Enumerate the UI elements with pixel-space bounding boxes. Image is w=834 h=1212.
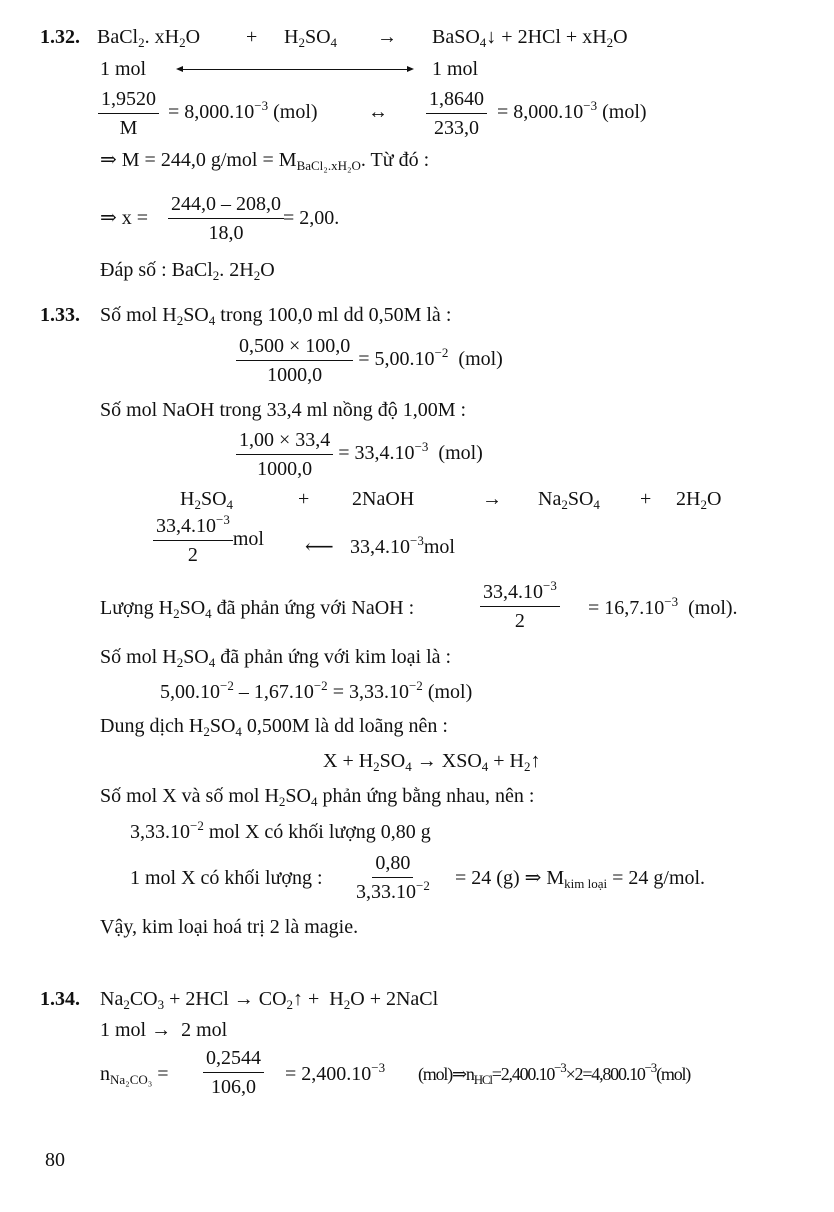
eq-h2so4 [180, 487, 233, 511]
text-run: (mol) [448, 348, 503, 371]
text-run: = 3,33.10 [327, 681, 409, 703]
superscript: −3 [216, 512, 230, 527]
subscript: 2 [524, 759, 531, 774]
problem-number-1-32: 1.32. [40, 26, 80, 48]
text-run: . xH [144, 26, 180, 48]
text-run: mol [423, 536, 455, 558]
text-run: phản ứng bằng nhau, nên : [317, 785, 535, 807]
subscript: 2 [123, 997, 130, 1012]
denominator [208, 1073, 259, 1099]
fraction-na2co3 [203, 1046, 264, 1099]
superscript: −2 [434, 345, 449, 361]
denominator [117, 114, 141, 140]
text-run: H [180, 488, 195, 510]
denominator [431, 114, 482, 140]
text-run: 18,0 [208, 222, 244, 244]
text-run: = 16,7.10 [588, 597, 665, 619]
fraction [426, 87, 487, 140]
text-run: Số mol X và số mol H [100, 785, 279, 807]
problem-number-1-33: 1.33. [40, 304, 80, 326]
text-run: 2 [187, 544, 198, 566]
text-run: + [640, 488, 652, 510]
numerator [426, 87, 487, 114]
text-run: = 8,000.10 [168, 101, 255, 123]
text-run: (mol) [428, 442, 483, 465]
text-run: + 2HCl → CO [164, 988, 287, 1010]
calc-moles-h2so4 [236, 334, 503, 387]
text-run: = 24 g/mol. [607, 867, 706, 889]
text-run: 244,0 – 208,0 [171, 193, 281, 215]
text-run: O [185, 26, 201, 48]
n-hcl-result [418, 1062, 690, 1086]
eq-plus-1 [298, 487, 309, 511]
text-run: 0,500 × 100,0 [239, 335, 351, 357]
text-run: O [260, 259, 275, 281]
eq-plus-2 [640, 487, 651, 511]
numerator [168, 192, 284, 219]
fraction-molar-mass [353, 851, 433, 904]
subscript: 2 [203, 724, 210, 739]
subscript: 4 [481, 759, 489, 774]
text-run: (mol) [597, 101, 647, 123]
text-run: Na [100, 988, 124, 1010]
reactant-h2so4 [284, 25, 337, 49]
fraction [168, 192, 284, 245]
text-run: X + H [323, 750, 374, 772]
eq-na2so4 [538, 487, 600, 511]
subscript: 2 [176, 655, 184, 670]
superscript: −3 [371, 1060, 386, 1075]
fraction [353, 851, 433, 904]
text-run: = 8,000.10 [497, 101, 584, 123]
text-run: ⇒ M = 244,0 g/mol = M [100, 149, 297, 171]
text-run: CO [129, 988, 158, 1010]
text-run: (mol) [656, 1064, 691, 1084]
text-run: SO [379, 750, 406, 772]
text-run: Dung dịch H [100, 715, 204, 737]
subscript: 2 [278, 794, 286, 809]
subscript: 2 [700, 497, 707, 512]
text-run: SO [183, 304, 209, 326]
line-equal-moles [100, 784, 534, 808]
n-na2co3-result [285, 1062, 395, 1086]
fraction [236, 428, 333, 481]
fraction [236, 334, 353, 387]
text-run: 1 mol → 2 mol [100, 1019, 228, 1041]
numerator [153, 514, 233, 541]
line-moles-h2so4 [100, 303, 451, 327]
text-run: . 2H [219, 259, 254, 281]
text-run: Lượng H [100, 597, 174, 619]
superscript: −3 [410, 533, 424, 548]
text-run: SO [285, 785, 311, 807]
text-run: Số mol H [100, 304, 177, 326]
text-run: SO [179, 597, 206, 619]
fraction [153, 514, 233, 567]
text-run: = [152, 1063, 169, 1085]
fraction-mass-over-m [98, 87, 159, 140]
calc-h2so4-metal [160, 680, 472, 704]
numerator [480, 580, 560, 607]
mol-right [432, 57, 478, 81]
text-run: 33,4.10 [350, 536, 410, 558]
moles-baso4 [497, 100, 647, 124]
page-number: 80 [45, 1149, 65, 1171]
text-run: = 5,00.10 [353, 348, 435, 371]
subscript: 4 [208, 655, 216, 670]
text-run: Vậy, kim loại hoá trị 2 là magie. [100, 916, 359, 938]
text-run [385, 1063, 395, 1085]
text-run: = 2,00. [283, 207, 340, 229]
text-run: 1000,0 [257, 458, 313, 480]
text-run: (mol) [422, 681, 473, 703]
text-run: O [706, 488, 722, 510]
problem-number-1-34: 1.34. [40, 988, 80, 1010]
denominator [185, 541, 201, 567]
subscript: 2 [253, 268, 261, 283]
text-run: Số mol NaOH trong 33,4 ml nồng độ 1,00M : [100, 399, 467, 421]
text-run: BaCl [97, 26, 139, 48]
text-run: ⇒ x = [100, 207, 149, 229]
text-run: đã phản ứng với kim loại là : [215, 646, 452, 668]
subscript: BaCl₂.xH₂O [296, 158, 361, 173]
text-run: – 1,67.10 [233, 681, 314, 703]
superscript: −3 [543, 578, 557, 593]
text-run: Na [538, 488, 562, 510]
n-na2co3-lhs [100, 1062, 169, 1086]
molar-mass-line [100, 148, 429, 172]
subscript: 2 [343, 997, 351, 1012]
superscript: −2 [313, 678, 328, 693]
subscript: Na₂CO₃ [110, 1072, 153, 1087]
text-run: = 24 (g) ⇒ M [455, 867, 565, 889]
numerator [203, 1046, 264, 1073]
line-one-mol-x [130, 866, 323, 890]
reaction-na2co3 [100, 987, 438, 1011]
text-run: 3,33.10 [130, 821, 190, 843]
text-run: → [482, 488, 502, 510]
text-run: O [613, 26, 628, 48]
fraction-baso4 [426, 87, 487, 140]
subscript: 2 [194, 497, 201, 512]
text-run: 5,00.10 [160, 681, 220, 703]
reactant-bacl2-hydrate [97, 25, 200, 49]
eq-h2o [676, 487, 721, 511]
text-run: Đáp số : BaCl [100, 259, 213, 281]
text-run: + [298, 488, 310, 510]
subscript: 2 [606, 35, 614, 50]
text-run: mol [232, 528, 264, 551]
moles-bacl2 [168, 100, 318, 124]
equivalence-arrow [368, 100, 388, 124]
text-run: n [100, 1063, 110, 1085]
denominator [264, 361, 325, 387]
text-run: . Từ đó : [360, 149, 430, 171]
subscript: 4 [479, 35, 487, 50]
text-run: 1 mol X có khối lượng : [130, 867, 323, 889]
subscript: 4 [593, 497, 600, 512]
denominator [353, 878, 433, 904]
subscript: 2 [212, 268, 220, 283]
text-run: 106,0 [211, 1076, 256, 1098]
subscript: 2 [561, 497, 568, 512]
superscript: −2 [220, 678, 234, 693]
answer-1-32 [100, 258, 275, 282]
subscript: 4 [208, 313, 216, 328]
text-run: ×2=4,800.10 [565, 1064, 645, 1084]
subscript: 4 [226, 497, 234, 512]
conclusion-1-33 [100, 915, 358, 939]
text-run: =2,400.10 [491, 1064, 555, 1084]
text-run: BaSO [432, 26, 480, 48]
text-run: = 33,4.10 [333, 442, 415, 465]
fraction [480, 580, 560, 633]
text-run: 1000,0 [267, 364, 323, 386]
double-arrow [182, 69, 408, 70]
text-run: (mol)⇒n [418, 1064, 474, 1084]
text-run: trong 100,0 ml dd 0,50M là : [215, 304, 452, 326]
text-run: 33,4.10 [483, 581, 543, 603]
subscript: 2 [373, 759, 380, 774]
calc-moles-naoh [236, 428, 483, 481]
text-run: (mol) [268, 101, 318, 123]
text-run: ↑ + H [293, 988, 344, 1010]
fraction-h2so4-naoh [480, 580, 560, 633]
x-result [283, 206, 339, 230]
line-moles-naoh [100, 398, 466, 422]
text-run: SO [304, 26, 331, 48]
subscript: 2 [298, 35, 305, 50]
text-run: 1,9520 [101, 88, 156, 110]
text-run: ⟵ [305, 536, 334, 558]
text-run: mol X có khối lượng 0,80 g [203, 821, 431, 843]
denominator [206, 219, 247, 245]
subscript: 2 [173, 606, 180, 621]
text-run: Số mol H [100, 646, 177, 668]
superscript: −3 [554, 1060, 566, 1075]
fraction [203, 1046, 264, 1099]
text-run: = 2,400.10 [285, 1063, 372, 1085]
x-lhs [100, 206, 148, 230]
ratio-left [153, 514, 264, 567]
superscript: −3 [583, 98, 598, 113]
text-run: H [284, 26, 299, 48]
subscript: 2 [286, 997, 294, 1012]
subscript: kim loại [564, 876, 608, 891]
subscript: 4 [205, 606, 212, 621]
superscript: −3 [254, 98, 269, 113]
reaction-arrow: → [377, 26, 397, 48]
text-run: 233,0 [434, 117, 479, 139]
subscript: 2 [179, 35, 186, 50]
subscript: 3 [157, 997, 165, 1012]
text-run: 33,4.10 [156, 515, 216, 537]
text-run: (mol). [678, 597, 738, 619]
superscript: −3 [644, 1060, 657, 1075]
text-run: 1,8640 [429, 88, 484, 110]
subscript: 2 [138, 35, 145, 50]
text-run: 1 mol [100, 58, 147, 80]
text-run: 0,80 [375, 852, 411, 874]
line-h2so4-reacted-metal [100, 645, 451, 669]
subscript: 2 [176, 313, 184, 328]
text-run: 3,33.10 [356, 881, 416, 903]
subscript: 4 [405, 759, 412, 774]
superscript: −3 [664, 594, 679, 609]
line-mass-x [130, 820, 431, 844]
denominator [254, 455, 315, 481]
text-run: 1 mol [432, 58, 479, 80]
subscript: 4 [330, 35, 338, 50]
line-dilute-solution [100, 714, 448, 738]
line-h2so4-reacted-naoh [100, 596, 414, 620]
numerator [98, 87, 159, 114]
numerator [236, 334, 353, 361]
text-run: 1,00 × 33,4 [239, 429, 331, 451]
text-run: SO [200, 488, 227, 510]
text-run: SO [209, 715, 236, 737]
text-run: ↑ [530, 750, 541, 772]
text-run: M [119, 117, 138, 139]
text-run: O + 2NaCl [350, 988, 439, 1010]
superscript: −2 [408, 678, 423, 693]
eq-naoh [352, 487, 414, 511]
subscript: HCl [473, 1072, 492, 1087]
subscript: 4 [235, 724, 242, 739]
ratio-arrow [305, 535, 334, 559]
text-run: đã phản ứng với NaOH : [211, 597, 415, 619]
result-h2so4-naoh [588, 596, 738, 620]
numerator [236, 428, 333, 455]
text-run: ↓ + 2HCl + xH [486, 26, 607, 48]
superscript: −3 [414, 439, 429, 455]
x-fraction [168, 192, 284, 245]
products [432, 25, 628, 49]
superscript: −2 [190, 818, 204, 833]
text-run: + H [488, 750, 524, 772]
mol-left [100, 57, 146, 81]
subscript: 4 [310, 794, 318, 809]
text-run: 2H [676, 488, 701, 510]
denominator [512, 607, 528, 633]
mol-ratio [100, 1018, 227, 1042]
text-run: SO [567, 488, 594, 510]
text-run: 0,500M là dd loãng nên : [241, 715, 448, 737]
text-run: → XSO [411, 750, 482, 772]
text-run: SO [183, 646, 209, 668]
text-run: 0,2544 [206, 1047, 261, 1069]
text-run: ↔ [368, 101, 388, 123]
superscript: −2 [416, 878, 430, 893]
numerator [372, 851, 413, 878]
text-run: 2NaOH [352, 488, 415, 510]
text-run: 2 [514, 610, 525, 632]
reaction-metal [323, 749, 541, 773]
fraction [98, 87, 159, 140]
ratio-right [350, 535, 455, 559]
eq-arrow [482, 487, 502, 511]
plus-sign: + [246, 26, 258, 48]
result-molar-mass [455, 866, 705, 890]
